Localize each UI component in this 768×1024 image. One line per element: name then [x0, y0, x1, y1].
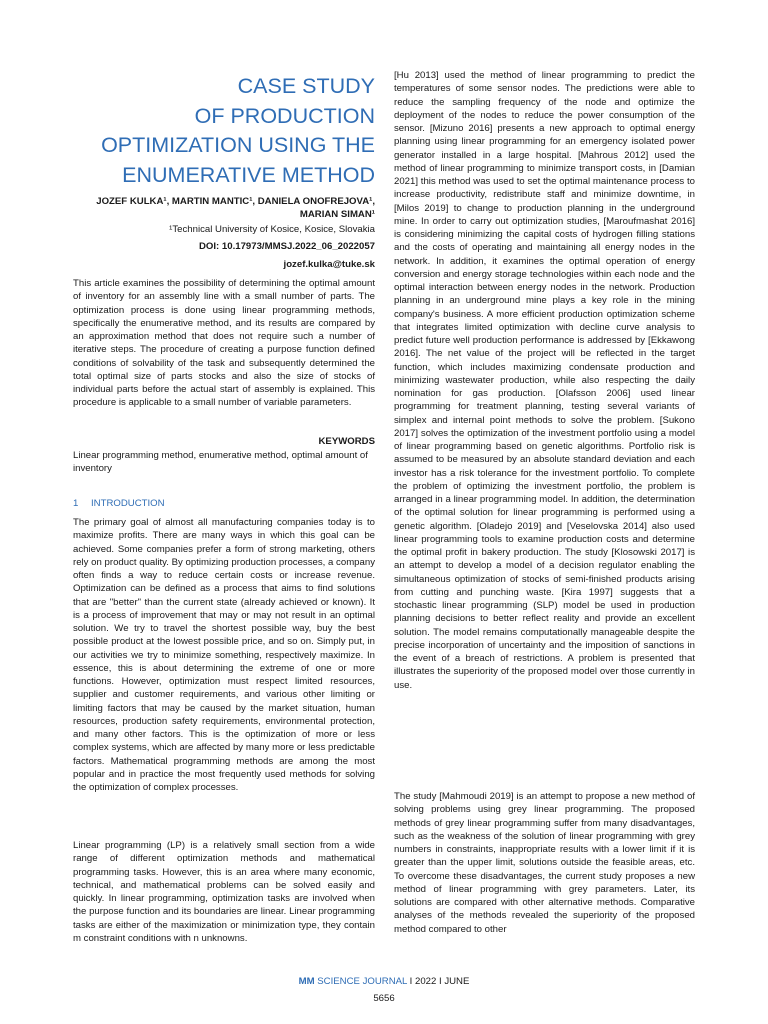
page-footer	[0, 973, 768, 1007]
body-paragraph: [Hu 2013] used the method of linear programming to predict the temperatures of some sensor nodes. The predictions were able to reduce the sampling frequency of the node and optimize the deployment of the nodes to reduce the power consumption of the sensor. [Mizuno 2016] presents a new approach to optimal energy planning using linear programming for an emergency isolated power generator installed in a large hospital. [Mahrous 2012] used the method of linear programming to minimize transport costs, in [Damian 2021] this method was used to set the optimal maintenance process to increase productivity, redistribute staff and minimize downtime, in [Milos 2019] to change to production planning in the underground mine. In order to carry out optimization studies, [Maroufmashat 2016] is considering minimizing the capital costs of hydrogen filling stations and the costs of operating and maintaining all energy nodes in the network. In addition, it examines the optimal operation of energy conversion and energy storage technologies within each node and the optimal interaction between energy nodes in the network. Production planning in an underground mine plays a key role in the mining company's business. A more efficient production optimization scheme that integrates limited optimization with decline curve analysis to predict future well production performance is addressed by [Ekkawong 2016]. The net value of the project will be reflected in the target function, which includes maximizing condensate production and minimizing wastewater production, while also respecting the daily nomination for gas production. [Olafsson 2006] used linear programming for treatment planning, testing several variants of simplex and internal point methods to solve the problem. [Sukono 2017] solves the optimization of the investment portfolio using a model of linear programming based on genetic algorithms. Portfolio risk is assumed to be measured by an absolute standard deviation and each investor has a risk tolerance for the investment portfolio. To complete the problem of optimizing the investment portfolio, the problem is arranged in a linear programming model. In addition, the determination of the optimal solution for linear programming is performed using a genetic algorithm. [Oladejo 2019] and [Veselovska 2014] also used linear programming tools to examine production costs and determine the optimal profit in bakery production. The study [Klosowski 2017] is an attempt to develop a model of a decision regulator enabling the simultaneous optimization of stocks of semi-finished products arising from cutting and punching waste. [Kira 1997] suggests that a stochastic linear programming (SLP) model be used in production planning decisions to better reflect reality and provide an excellent solution. The model remains computationally manageable despite the precise incorporation of uncertainty and the imposition of sanctions in the event of a breach of restrictions. A problem is presented that illustrates the superiority of the proposed model over those currently in use.	[394, 70, 695, 691]
section-heading	[73, 498, 375, 509]
body-paragraph: Linear programming (LP) is a relatively small section from a wide range of different optimization methods and mathematical programming tasks. However, this is an area where many economic, technical, and mathematical problems can be solved easily and quickly. In linear programming, optimization tasks are involved when the purpose function and its boundaries are linear. Linear programming tasks are either of the maximization or minimization type, they contain m constraint conditions with n unknowns.	[73, 840, 375, 944]
abstract: This article examines the possibility of determining the optimal amount of inventory for an assembly line with a small number of parts. The optimization process is done using linear programming methods, specifically the enumerative method, and its results are compared by an approximation method that does not require such a number of iterative steps. The procedure of creating a purpose function defined conditions of solvability of the task and subsequently determined the total optimal size of parts stocks and also the size of stocks of individual parts before the actual start of assembly is explained. This procedure is applicable to a small number of variable parameters.	[73, 278, 375, 409]
paper-title	[73, 72, 375, 190]
body-paragraph: The study [Mahmoudi 2019] is an attempt to propose a new method of solving problems using grey linear programming. The proposed methods of grey linear programming suffer from many disadvantages, such as the weakness of the solution of linear programming with grey numbers in constraints, inappropriate results with a lower limit if it is greater than the upper limit, solutions outside the feasible areas, etc. To overcome these disadvantages, the current study proposes a new method of linear programming with grey parameters. Later, its solutions are compared with other alternative methods. Comparative analyses of the methods revealed the superiority of the proposed method compared to other	[394, 791, 695, 935]
affiliation: ¹Technical University of Kosice, Kosice, Slovakia	[169, 224, 375, 235]
title-line: OF PRODUCTION	[194, 103, 375, 128]
journal-issue: I 2022 I JUNE	[407, 976, 470, 987]
keywords-heading: KEYWORDS	[318, 436, 375, 447]
author-list	[73, 195, 375, 222]
authors-line: JOZEF KULKA¹, MARTIN MANTIC¹, DANIELA ONOFREJOVA¹,	[96, 196, 375, 207]
page-number: 5656	[373, 993, 395, 1004]
title-line: CASE STUDY	[237, 74, 375, 98]
journal-abbrev: MM	[298, 976, 315, 987]
title-line: ENUMERATIVE METHOD	[122, 162, 375, 187]
keywords: Linear programming method, enumerative method, optimal amount of inventory	[73, 450, 368, 475]
title-line: OPTIMIZATION USING THE	[101, 133, 375, 157]
section-title: INTRODUCTION	[91, 498, 165, 509]
authors-line: MARIAN SIMAN¹	[299, 209, 375, 221]
section-number: 1	[73, 498, 79, 509]
body-paragraph: The primary goal of almost all manufacturing companies today is to maximize profits. There are many ways in which this goal can be achieved. Some companies prefer a form of strong marketing, others rely on product quality. By optimizing production processes, a company often finds a way to reduce certain costs or increase revenue. Optimization can be defined as a process that aims to find solutions that are "better" than the current state (already achieved or known). It is a process of improvement that may or may not result in an optimal solution. We try to travel the shortest possible way, buy the best possible product at the lowest possible price, and so on. Simply put, in our activities we try to minimize something, respectively maximize. In essence, this is about determining the extreme of one or more functions. However, optimization must respect limited resources, supplier and customer requirements, and various other limiting or limiting factors that may be caused by the market situation, human resources, production safety requirements, environmental protection, and many other factors. This is the optimization of more or less complex systems, which are affected by many more or less predictable factors. Mathematical programming methods are among the most popular and in practice the most frequently used methods for solving the optimization of complex processes.	[73, 517, 375, 793]
author-email: jozef.kulka@tuke.sk	[283, 259, 375, 270]
doi: DOI: 10.17973/MMSJ.2022_06_2022057	[198, 241, 375, 252]
journal-name: SCIENCE JOURNAL	[314, 976, 407, 987]
footer-journal	[0, 973, 768, 990]
